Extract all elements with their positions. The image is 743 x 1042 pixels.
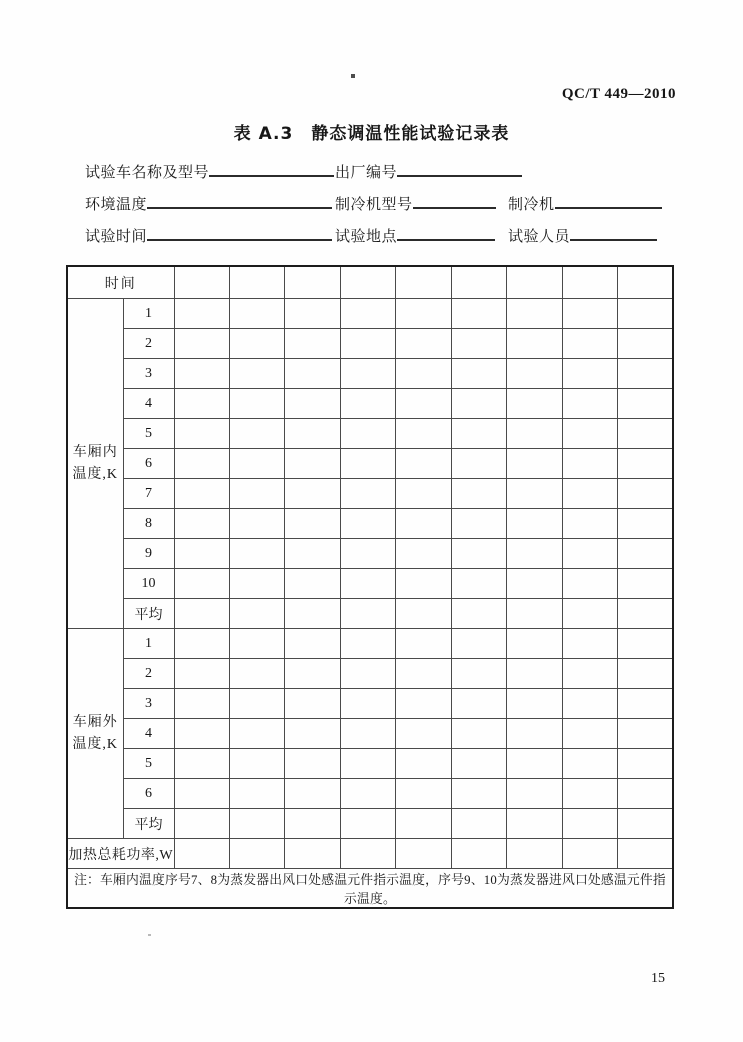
empty-data-cell [285,266,340,299]
empty-data-cell [174,329,229,359]
blank-underline [555,194,662,209]
empty-data-cell [229,329,284,359]
standard-code: QC/T 449—2010 [561,86,676,102]
empty-data-cell [562,479,617,509]
empty-data-cell [451,569,506,599]
blank-underline [397,162,522,177]
empty-data-cell [451,629,506,659]
empty-data-cell [618,569,674,599]
empty-data-cell [507,509,562,539]
empty-data-cell [174,749,229,779]
row-number-cell: 6 [123,779,174,809]
empty-data-cell [618,629,674,659]
empty-data-cell [229,509,284,539]
empty-data-cell [229,449,284,479]
empty-data-cell [507,569,562,599]
row-number-cell: 8 [123,509,174,539]
blank-underline [413,194,496,209]
empty-data-cell [174,299,229,329]
table-row [67,359,673,389]
empty-data-cell [229,689,284,719]
blank-underline [209,162,334,177]
empty-data-cell [174,359,229,389]
empty-data-cell [340,419,395,449]
empty-data-cell [618,839,674,869]
empty-data-cell [285,659,340,689]
empty-data-cell [396,329,451,359]
empty-data-cell [507,389,562,419]
field-label: 试验时间 [85,229,148,245]
empty-data-cell [396,509,451,539]
empty-data-cell [507,749,562,779]
empty-data-cell [285,809,340,839]
empty-data-cell [562,329,617,359]
table-row [67,539,673,569]
empty-data-cell [562,389,617,419]
section-label-cell [67,299,123,629]
empty-data-cell [507,779,562,809]
row-number-cell: 5 [123,749,174,779]
empty-data-cell [451,779,506,809]
row-number-cell: 4 [123,389,174,419]
table-row [67,569,673,599]
empty-data-cell [507,299,562,329]
empty-data-cell [618,809,674,839]
table-row [67,509,673,539]
empty-data-cell [229,779,284,809]
empty-data-cell [618,359,674,389]
field-refrigerator [508,193,662,214]
empty-data-cell [562,779,617,809]
field-label: 制冷机 [508,197,555,213]
empty-data-cell [618,779,674,809]
empty-data-cell [451,689,506,719]
empty-data-cell [618,479,674,509]
field-label: 环境温度 [85,197,148,213]
empty-data-cell [174,539,229,569]
empty-data-cell [340,449,395,479]
empty-data-cell [174,569,229,599]
empty-data-cell [285,419,340,449]
time-header-cell: 时间 [67,266,174,299]
empty-data-cell [562,599,617,629]
time-header-row [67,266,673,299]
row-number-cell: 9 [123,539,174,569]
row-number-cell: 1 [123,299,174,329]
empty-data-cell [340,539,395,569]
empty-data-cell [396,629,451,659]
table-row [67,419,673,449]
table-row [67,749,673,779]
empty-data-cell [229,299,284,329]
form-row-3 [0,222,743,246]
empty-data-cell [285,599,340,629]
empty-data-cell [507,839,562,869]
empty-data-cell [229,479,284,509]
field-label: 试验车名称及型号 [85,165,210,181]
empty-data-cell [229,389,284,419]
section-label-line: 温度,K [72,736,119,752]
empty-data-cell [618,419,674,449]
empty-data-cell [396,569,451,599]
empty-data-cell [618,719,674,749]
table-row [67,779,673,809]
empty-data-cell [507,659,562,689]
empty-data-cell [451,599,506,629]
empty-data-cell [562,509,617,539]
field-label: 制冷机型号 [335,197,413,213]
form-row-2 [0,190,743,214]
empty-data-cell [562,419,617,449]
empty-data-cell [340,749,395,779]
empty-data-cell [507,449,562,479]
row-number-cell: 平均 [123,809,174,839]
empty-data-cell [340,389,395,419]
empty-data-cell [285,719,340,749]
empty-data-cell [396,779,451,809]
note-cell: 注：车厢内温度序号7、8为蒸发器出风口处感温元件指示温度，序号9、10为蒸发器进风口处感温元件指示温度。 [67,869,673,909]
empty-data-cell [396,659,451,689]
empty-data-cell [229,749,284,779]
empty-data-cell [507,329,562,359]
empty-data-cell [340,689,395,719]
table-row [67,719,673,749]
section-label-cell [67,629,123,839]
test-record-table [66,265,674,909]
field-label: 试验地点 [335,229,398,245]
field-vehicle-name-model [85,161,334,182]
empty-data-cell [507,419,562,449]
table-row [67,299,673,329]
table-row [67,599,673,629]
empty-data-cell [618,299,674,329]
empty-data-cell [174,599,229,629]
empty-data-cell [562,629,617,659]
field-test-personnel [508,225,657,246]
section-label-line: 温度,K [72,466,119,482]
empty-data-cell [229,719,284,749]
empty-data-cell [562,689,617,719]
row-number-cell: 3 [123,689,174,719]
empty-data-cell [340,509,395,539]
empty-data-cell [618,599,674,629]
empty-data-cell [618,329,674,359]
empty-data-cell [507,266,562,299]
row-number-cell: 2 [123,659,174,689]
empty-data-cell [618,539,674,569]
empty-data-cell [229,569,284,599]
empty-data-cell [174,719,229,749]
row-number-cell: 4 [123,719,174,749]
empty-data-cell [285,689,340,719]
field-ambient-temperature [85,193,332,214]
empty-data-cell [174,389,229,419]
field-test-location [335,225,495,246]
empty-data-cell [618,449,674,479]
empty-data-cell [174,659,229,689]
empty-data-cell [174,479,229,509]
empty-data-cell [285,479,340,509]
empty-data-cell [340,359,395,389]
empty-data-cell [229,599,284,629]
empty-data-cell [285,329,340,359]
table-row [67,329,673,359]
empty-data-cell [174,779,229,809]
empty-data-cell [562,299,617,329]
empty-data-cell [174,809,229,839]
form-row-1 [0,158,743,182]
empty-data-cell [618,266,674,299]
empty-data-cell [507,809,562,839]
empty-data-cell [451,749,506,779]
empty-data-cell [285,359,340,389]
empty-data-cell [562,359,617,389]
empty-data-cell [285,299,340,329]
empty-data-cell [618,749,674,779]
empty-data-cell [451,509,506,539]
row-number-cell: 5 [123,419,174,449]
empty-data-cell [618,389,674,419]
field-factory-number [335,161,522,182]
empty-data-cell [340,719,395,749]
empty-data-cell [507,719,562,749]
field-label: 出厂编号 [335,165,398,181]
empty-data-cell [507,689,562,719]
field-test-time [85,225,332,246]
empty-data-cell [229,659,284,689]
power-row [67,839,673,869]
empty-data-cell [340,629,395,659]
empty-data-cell [562,569,617,599]
empty-data-cell [174,629,229,659]
empty-data-cell [618,689,674,719]
empty-data-cell [285,569,340,599]
table-row [67,389,673,419]
empty-data-cell [340,659,395,689]
empty-data-cell [229,359,284,389]
row-number-cell: 3 [123,359,174,389]
row-number-cell: 平均 [123,599,174,629]
empty-data-cell [340,839,395,869]
table-row [67,479,673,509]
table-row [67,449,673,479]
empty-data-cell [396,809,451,839]
empty-data-cell [229,839,284,869]
empty-data-cell [451,809,506,839]
empty-data-cell [507,359,562,389]
empty-data-cell [618,509,674,539]
empty-data-cell [285,389,340,419]
empty-data-cell [340,809,395,839]
empty-data-cell [562,839,617,869]
empty-data-cell [229,629,284,659]
empty-data-cell [451,389,506,419]
empty-data-cell [229,809,284,839]
empty-data-cell [507,629,562,659]
field-label: 试验人员 [508,229,571,245]
empty-data-cell [396,449,451,479]
empty-data-cell [507,539,562,569]
blank-underline [147,194,332,209]
empty-data-cell [451,479,506,509]
table-row [67,809,673,839]
empty-data-cell [174,839,229,869]
table-row [67,689,673,719]
empty-data-cell [340,569,395,599]
empty-data-cell [507,479,562,509]
empty-data-cell [451,719,506,749]
empty-data-cell [396,719,451,749]
empty-data-cell [340,479,395,509]
empty-data-cell [396,419,451,449]
empty-data-cell [451,839,506,869]
blank-underline [570,226,657,241]
empty-data-cell [340,329,395,359]
empty-data-cell [340,266,395,299]
empty-data-cell [396,749,451,779]
empty-data-cell [396,689,451,719]
empty-data-cell [396,266,451,299]
empty-data-cell [451,449,506,479]
empty-data-cell [340,779,395,809]
empty-data-cell [229,539,284,569]
empty-data-cell [285,749,340,779]
empty-data-cell [396,479,451,509]
empty-data-cell [562,659,617,689]
power-label-cell: 加热总耗功率,W [67,839,174,869]
row-number-cell: 6 [123,449,174,479]
scan-speck [148,934,151,936]
empty-data-cell [396,539,451,569]
section-label-line: 车厢内 [72,444,118,460]
empty-data-cell [562,266,617,299]
empty-data-cell [174,509,229,539]
empty-data-cell [174,419,229,449]
empty-data-cell [396,839,451,869]
table-title: 表 A.3 静态调温性能试验记录表 [233,124,510,144]
empty-data-cell [451,419,506,449]
empty-data-cell [396,299,451,329]
empty-data-cell [396,389,451,419]
empty-data-cell [340,299,395,329]
empty-data-cell [285,509,340,539]
table-row [67,629,673,659]
scan-speck [351,74,355,78]
empty-data-cell [285,539,340,569]
blank-underline [397,226,495,241]
empty-data-cell [451,659,506,689]
empty-data-cell [174,689,229,719]
empty-data-cell [562,809,617,839]
empty-data-cell [285,839,340,869]
empty-data-cell [285,449,340,479]
table-row [67,659,673,689]
empty-data-cell [562,449,617,479]
empty-data-cell [229,419,284,449]
empty-data-cell [451,266,506,299]
empty-data-cell [507,599,562,629]
empty-data-cell [451,299,506,329]
field-refrigerator-model [335,193,496,214]
empty-data-cell [174,449,229,479]
blank-underline [147,226,332,241]
empty-data-cell [618,659,674,689]
page-number: 15 [651,971,665,986]
row-number-cell: 10 [123,569,174,599]
empty-data-cell [396,359,451,389]
row-number-cell: 1 [123,629,174,659]
empty-data-cell [174,266,229,299]
row-number-cell: 7 [123,479,174,509]
note-row [67,869,673,909]
empty-data-cell [285,629,340,659]
empty-data-cell [285,779,340,809]
empty-data-cell [229,266,284,299]
empty-data-cell [396,599,451,629]
empty-data-cell [451,359,506,389]
section-label-line: 车厢外 [72,714,118,730]
empty-data-cell [451,329,506,359]
empty-data-cell [562,749,617,779]
empty-data-cell [562,539,617,569]
row-number-cell: 2 [123,329,174,359]
empty-data-cell [562,719,617,749]
empty-data-cell [451,539,506,569]
empty-data-cell [340,599,395,629]
